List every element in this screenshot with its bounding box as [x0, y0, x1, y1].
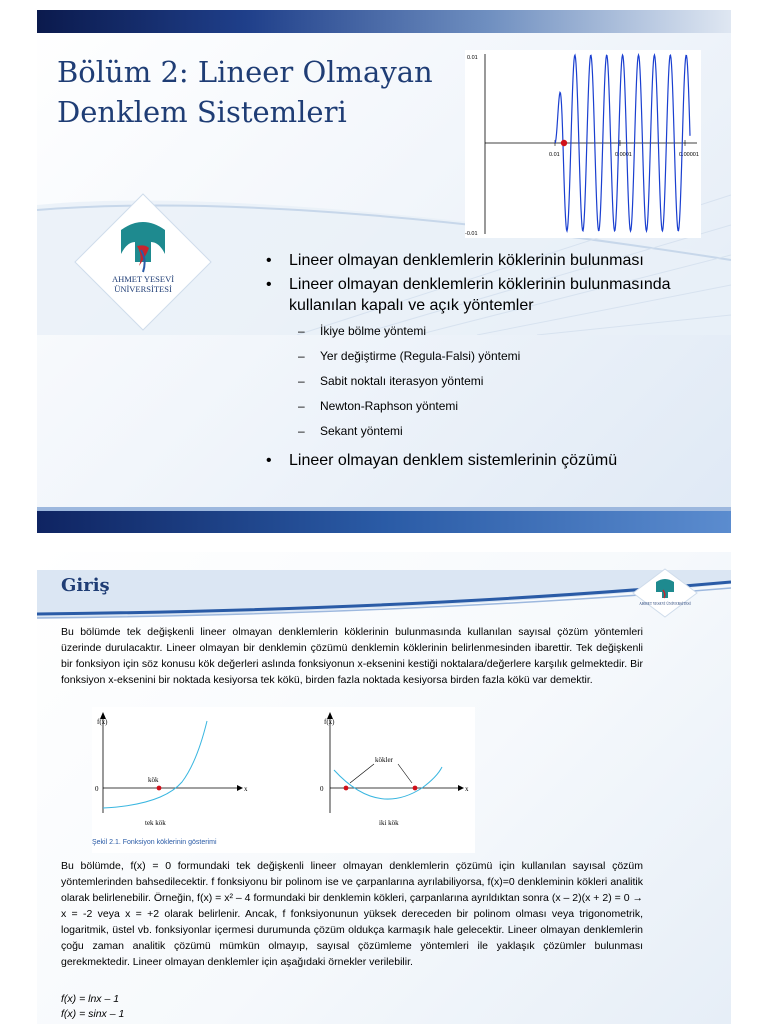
- slide-title: Giriş: [61, 575, 110, 596]
- roots-diagram: [92, 707, 475, 853]
- bullet-item: • Lineer olmayan denklem sistemlerinin çözümü: [263, 450, 731, 471]
- bottom-gradient-bar: [37, 507, 731, 533]
- roots-figure: [92, 707, 475, 853]
- root-marker: [561, 140, 567, 146]
- bullet-item: • Lineer olmayan denklemlerin köklerinin bulunmasında kullanılan kapalı ve açık yöntemler: [263, 274, 731, 316]
- logo-text: AHMET YESEVİ ÜNİVERSİTESİ: [639, 602, 691, 606]
- root-point: [344, 786, 349, 791]
- y-tick-top: 0.01: [467, 55, 478, 61]
- bullet-list: [263, 250, 731, 474]
- logo-text-line-2: ÜNİVERSİTESİ: [114, 284, 172, 294]
- roots-label: kökler: [375, 756, 393, 764]
- y-tick-bottom: -0.01: [465, 231, 478, 237]
- left-x-label: x: [244, 785, 248, 793]
- double-root-caption: iki kök: [379, 819, 399, 827]
- root-label: kök: [148, 776, 159, 784]
- intro-paragraph: Bu bölümde tek değişkenli lineer olmayan denklemlerin köklerinin bulunmasında kullanılan sayısal çözüm yöntemleri üzerinde durulacaktır. Lineer olmayan bir denklemin çözümü denklemin köklerinin belirlenmesinden ibarettir. Tek değişkenli bir fonksiyon için söz konusu kök değerleri aslında fonksiyonun x-eksenini kestiği noktalara/değerlere karşılık gelmektedir. Bir fonksiyon x-eksenini bir noktada kesiyorsa tek kökü, birden fazla noktada kesiyorsa birden fazla kökü var demektir.: [61, 626, 643, 686]
- sub-bullet-item: – Sekant yöntemi: [263, 419, 731, 444]
- left-zero-label: 0: [95, 785, 99, 793]
- slide-title: [57, 52, 477, 132]
- sub-bullet-item: – Newton-Raphson yöntemi: [263, 394, 731, 419]
- university-logo-small: [632, 568, 698, 618]
- logo-text-line-1: AHMET YESEVİ: [111, 274, 175, 284]
- x-tick-2: 0.0001: [615, 152, 632, 158]
- x-tick-1: 0.01: [549, 152, 560, 158]
- slide-title-line-1: Bölüm 2: Lineer Olmayan: [57, 55, 433, 89]
- example-equation: f(x) = lnx – 1: [61, 993, 120, 1005]
- left-y-label: f(x): [97, 718, 108, 726]
- root-point: [413, 786, 418, 791]
- university-logo: [73, 192, 213, 332]
- figure-caption: Şekil 2.1. Fonksiyon köklerinin gösterimi: [92, 839, 217, 846]
- main-paragraph: Bu bölümde, f(x) = 0 formundaki tek değişkenli lineer olmayan denklemlerin çözümü için kullanılan sayısal çözüm yöntemlerinden bahsedilecektir. f fonksiyonu bir polinom ise ve çarpanlarına ayrılabiliyorsa, f(x)=0 denkleminin kökleri analitik olarak belirlenebilir. Örneğin, f(x) = x² – 4 formundaki bir denklemin kökleri, çarpanlarına ayrıldıktan sonra (x – 2)(x + 2) = 0 → x = -2 veya x = +2 olarak belirlenir. Ancak, f fonksiyonunun yüksek dereceden bir polinom olması veya trigonometrik, logaritmik, üstel vb. fonksiyonlar içermesi durumunda çözüm oldukça karmaşık hale gelecektir. Lineer olmayan denklemlerin çoğu zaman analitik çözümü mümkün olmayıp, sayısal çözümleme yöntemleri ile yaklaşık çözümler bulunması gerekmektedir. Lineer olmayan denklemler için aşağıdaki örnekler verilebilir.: [61, 860, 643, 968]
- x-tick-3: 0.00001: [679, 152, 699, 158]
- top-gradient-bar: [37, 10, 731, 33]
- sub-bullet-item: – Sabit noktalı iterasyon yöntemi: [263, 369, 731, 394]
- slide-2: [37, 552, 731, 1024]
- bullet-item: • Lineer olmayan denklemlerin köklerinin bulunması: [263, 250, 731, 271]
- sub-bullet-item: – Yer değiştirme (Regula-Falsi) yöntemi: [263, 344, 731, 369]
- title-band: [37, 570, 731, 620]
- slide-1: [37, 10, 731, 533]
- oscillation-graph: [465, 50, 701, 238]
- root-point: [157, 786, 162, 791]
- single-root-caption: tek kök: [145, 819, 166, 827]
- right-x-label: x: [465, 785, 469, 793]
- right-y-label: f(x): [324, 718, 335, 726]
- slide-title-line-2: Denklem Sistemleri: [57, 95, 347, 129]
- example-equation: f(x) = sinx – 1: [61, 1008, 125, 1020]
- right-zero-label: 0: [320, 785, 324, 793]
- sub-bullet-item: – İkiye bölme yöntemi: [263, 319, 731, 344]
- single-root-curve: [103, 721, 207, 808]
